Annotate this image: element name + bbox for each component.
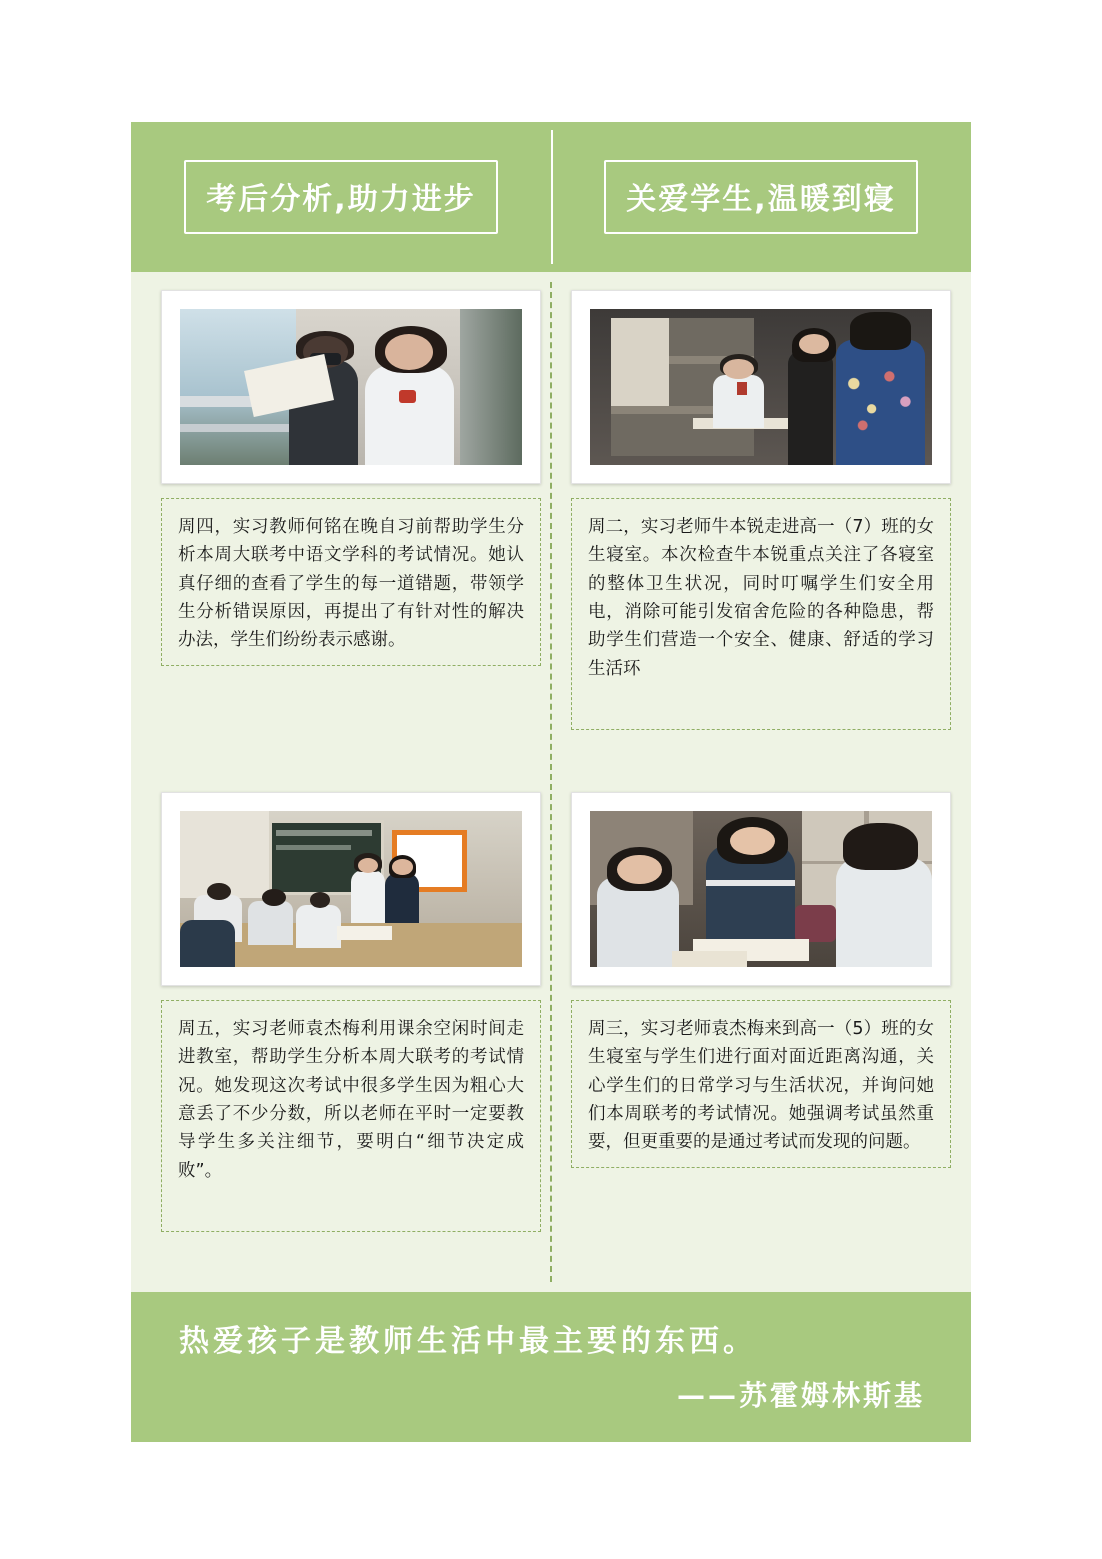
photo-dorm-conversation — [590, 811, 932, 967]
poster-page — [131, 122, 971, 1442]
photo-frame-top-left — [161, 290, 541, 484]
poster-footer — [131, 1292, 971, 1442]
header-title-right: 关爱学生,温暖到寝 — [604, 160, 917, 234]
footer-quote: 热爱孩子是教师生活中最主要的东西。 — [179, 1324, 757, 1359]
content-cell-bottom-left — [161, 792, 541, 1232]
footer-author: ——苏霍姆林斯基 — [676, 1379, 925, 1412]
photo-frame-bottom-left — [161, 792, 541, 986]
header-left-column — [131, 122, 551, 272]
header-right-column — [551, 122, 971, 272]
content-cell-top-right — [571, 290, 951, 730]
caption-top-left: 周四，实习教师何铭在晚自习前帮助学生分析本周大联考中语文学科的考试情况。她认真仔细的查看了学生的每一道错题，带领学生分析错误原因，再提出了有针对性的解决办法，学生们纷纷表示感谢。 — [161, 498, 541, 666]
photo-dorm-inspection — [590, 309, 932, 465]
caption-bottom-left: 周五，实习老师袁杰梅利用课余空闲时间走进教室，帮助学生分析本周大联考的考试情况。她发现这次考试中很多学生因为粗心大意丢了不少分数，所以老师在平时一定要教导学生多关注细节，要明白“细节决定成败”。 — [161, 1000, 541, 1232]
header-title-left: 考后分析,助力进步 — [184, 160, 497, 234]
content-cell-bottom-right — [571, 792, 951, 1168]
content-cell-top-left — [161, 290, 541, 666]
photo-frame-top-right — [571, 290, 951, 484]
caption-top-right: 周二，实习老师牛本锐走进高一（7）班的女生寝室。本次检查牛本锐重点关注了各寝室的整体卫生状况，同时叮嘱学生们安全用电，消除可能引发宿舍危险的各种隐患，帮助学生们营造一个安全、健康、舒适的学习生活环 — [571, 498, 951, 730]
poster-header — [131, 122, 971, 272]
photo-classroom-tutoring — [180, 811, 522, 967]
caption-bottom-right: 周三，实习老师袁杰梅来到高一（5）班的女生寝室与学生们进行面对面近距离沟通，关心学生们的日常学习与生活状况，并询问她们本周联考的考试情况。她强调考试虽然重要，但更重要的是通过考试而发现的问题。 — [571, 1000, 951, 1168]
photo-frame-bottom-right — [571, 792, 951, 986]
column-dashed-divider — [550, 282, 552, 1282]
poster-content — [131, 272, 971, 1292]
photo-corridor-review — [180, 309, 522, 465]
